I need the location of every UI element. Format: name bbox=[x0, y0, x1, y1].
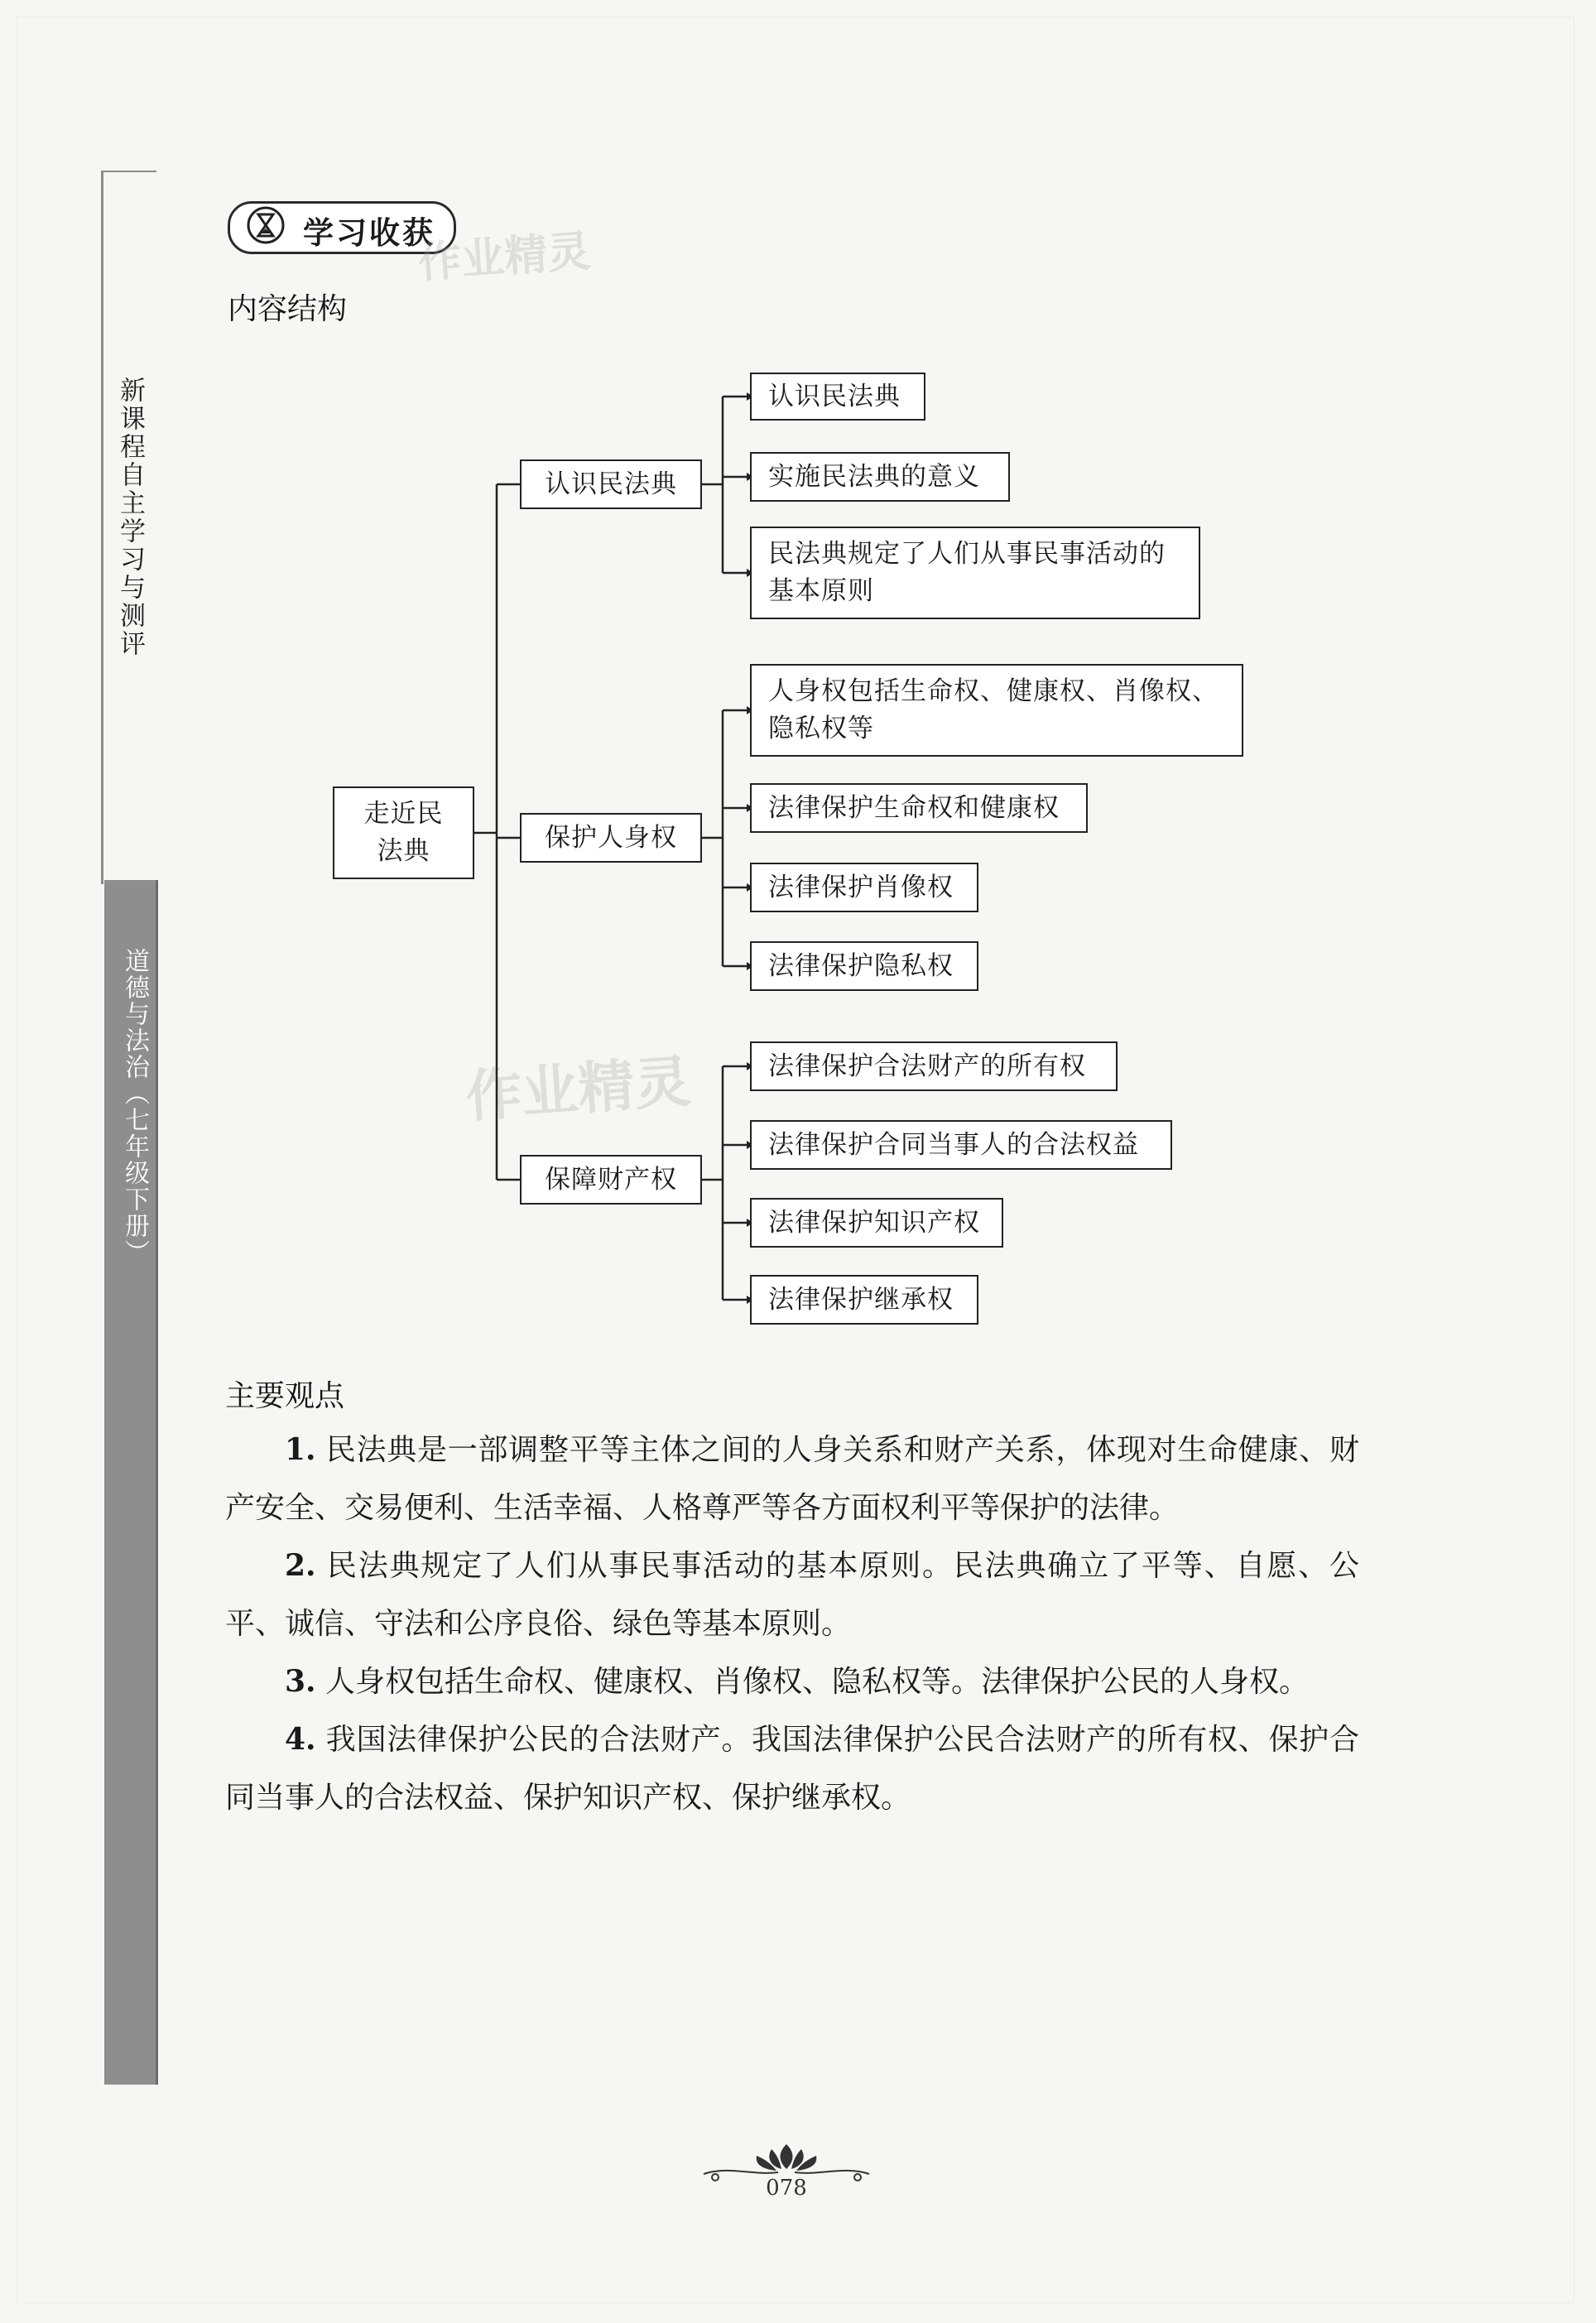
leaf-node: 法律保护合同当事人的合法权益 bbox=[750, 1120, 1172, 1170]
main-points-label: 主要观点 bbox=[225, 1379, 345, 1413]
page-number: 078 bbox=[766, 2176, 807, 2200]
watermark: 作业精灵 bbox=[416, 226, 593, 289]
book-title: 新课程自主学习与测评 bbox=[115, 377, 145, 658]
point-paragraph bbox=[225, 1710, 1359, 1827]
point-text: 民法典规定了人们从事民事活动的基本原则。民法典确立了平等、自愿、公平、诚信、守法和公序良俗、绿色等基本原则。 bbox=[225, 1549, 1359, 1641]
leaf-node: 法律保护知识产权 bbox=[750, 1198, 1003, 1248]
point-number: 4. bbox=[285, 1722, 316, 1757]
point-number: 2. bbox=[285, 1548, 316, 1583]
point-text: 人身权包括生命权、健康权、肖像权、隐私权等。法律保护公民的人身权。 bbox=[325, 1665, 1310, 1699]
point-paragraph bbox=[225, 1652, 1359, 1711]
branch-node: 认识民法典 bbox=[520, 459, 702, 509]
leaf-node: 法律保护生命权和健康权 bbox=[750, 783, 1088, 833]
point-paragraph bbox=[225, 1537, 1359, 1653]
point-text: 我国法律保护公民的合法财产。我国法律保护公民合法财产的所有权、保护合同当事人的合法权益、保护知识产权、保护继承权。 bbox=[225, 1723, 1359, 1815]
point-number: 3. bbox=[285, 1664, 316, 1699]
section-title: 学习收获 bbox=[303, 215, 435, 251]
leaf-node: 法律保护隐私权 bbox=[750, 941, 978, 991]
branch-node: 保护人身权 bbox=[520, 813, 702, 863]
subject-label: 道德与法治（七年级下册） bbox=[120, 948, 149, 1266]
leaf-node: 实施民法典的意义 bbox=[750, 452, 1010, 502]
point-text: 民法典是一部调整平等主体之间的人身关系和财产关系，体现对生命健康、财产安全、交易便利、生活幸福、人格尊严等各方面权利平等保护的法律。 bbox=[225, 1433, 1359, 1525]
branch-node: 保障财产权 bbox=[520, 1155, 702, 1205]
point-number: 1. bbox=[285, 1432, 316, 1467]
content-structure-label: 内容结构 bbox=[228, 292, 348, 326]
point-paragraph bbox=[225, 1421, 1359, 1537]
hourglass-icon bbox=[247, 206, 285, 244]
leaf-node: 法律保护继承权 bbox=[750, 1275, 978, 1325]
watermark: 作业精灵 bbox=[463, 1049, 693, 1131]
leaf-node: 人身权包括生命权、健康权、肖像权、隐私权等 bbox=[750, 664, 1243, 757]
leaf-node: 法律保护肖像权 bbox=[750, 863, 978, 912]
leaf-node: 法律保护合法财产的所有权 bbox=[750, 1041, 1118, 1091]
leaf-node: 认识民法典 bbox=[750, 373, 925, 421]
leaf-node: 民法典规定了人们从事民事活动的基本原则 bbox=[750, 527, 1200, 619]
mind-map-root: 走近民法典 bbox=[333, 786, 474, 879]
